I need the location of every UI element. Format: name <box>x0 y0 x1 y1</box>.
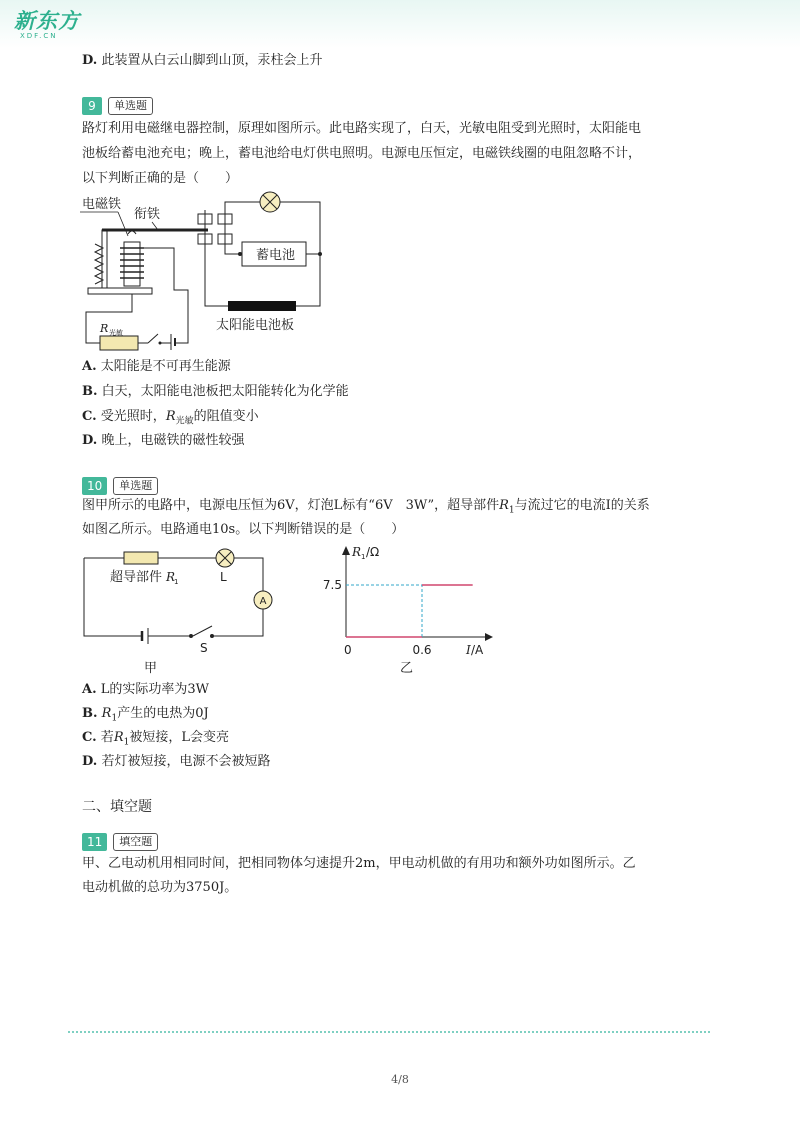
label-superconductor: 超导部件 <box>110 570 163 585</box>
x-axis-label-unit: /A <box>471 643 484 657</box>
superconductor-part <box>124 552 158 564</box>
option-text-post: 被短接，L会变亮 <box>129 730 229 745</box>
option-text-pre: 受光照时， <box>100 409 166 424</box>
option-label: A. <box>82 359 97 374</box>
header-band <box>0 0 800 48</box>
q10-stem-line-1 <box>82 497 650 520</box>
q10-graph-yi <box>322 540 500 680</box>
option-label: D. <box>82 754 98 769</box>
q9-stem-line-1: 路灯利用电磁继电器控制，原理如图所示。此电路实现了，白天，光敏电阻受到光照时，太阳能电 <box>82 121 642 136</box>
q10-option-a <box>82 681 209 699</box>
variable-subscript: 1 <box>111 713 118 724</box>
q9-header <box>82 97 153 115</box>
q10-circuit-jia-figure <box>78 544 278 680</box>
q9-relay-circuit-figure <box>78 188 338 358</box>
variable-r: R <box>499 498 509 513</box>
option-text: 晚上，电磁铁的磁性较强 <box>101 433 245 448</box>
label-r1-var: R <box>166 570 176 584</box>
option-text: 白天，太阳能电池板把太阳能转化为化学能 <box>101 384 349 399</box>
photoresistor-label-sub: 光敏 <box>109 329 123 337</box>
prev-option-d <box>82 52 323 70</box>
ammeter-label: A <box>259 596 267 607</box>
option-label: D. <box>82 433 98 448</box>
option-label: B. <box>82 706 98 721</box>
q9-stem-line-2: 池板给蓄电池充电；晚上，蓄电池给电灯供电照明。电源电压恒定，电磁铁线圈的电阻忽略不计， <box>82 146 642 161</box>
relay-base <box>88 288 152 294</box>
option-text-post: 的阻值变小 <box>193 409 259 424</box>
option-label: B. <box>82 384 98 399</box>
section-title-fill-blank: 二、填空题 <box>82 799 152 815</box>
xdf-logo <box>14 10 80 40</box>
variable-subscript: 1 <box>508 505 515 516</box>
variable-subscript: 1 <box>123 737 130 748</box>
label-electromagnet: 电磁铁 <box>82 197 122 212</box>
control-wire-right <box>140 248 188 343</box>
q9-stem-line-3: 以下判断正确的是（ ） <box>82 171 239 186</box>
option-label: A. <box>82 682 97 697</box>
switch-s <box>193 626 212 636</box>
label-lamp: L <box>220 570 227 584</box>
caption-yi: 乙 <box>400 661 414 676</box>
q10-option-c <box>82 729 229 752</box>
photoresistor <box>100 336 138 350</box>
question-type-tag: 单选题 <box>108 97 153 115</box>
photoresistor-label: R <box>100 322 109 335</box>
option-text: 此装置从白云山脚到山顶，汞柱会上升 <box>101 53 323 68</box>
option-text-pre: 若 <box>100 730 114 745</box>
y-axis-arrow <box>342 546 350 555</box>
option-label: C. <box>82 730 97 745</box>
main-wire-left <box>205 248 228 306</box>
q9-option-d <box>82 432 245 450</box>
variable-r: R <box>165 409 176 424</box>
y-axis-label-unit: /Ω <box>366 545 380 559</box>
stem-text-a: 图甲所示的电路中，电源电压恒为6V，灯泡L标有“6V 3W”，超导部件 <box>82 498 500 513</box>
q9-option-a <box>82 358 231 376</box>
option-text: L的实际功率为3W <box>100 682 210 697</box>
question-number: 10 <box>82 477 107 495</box>
solar-panel <box>228 301 296 311</box>
label-armature: 衔铁 <box>134 207 161 222</box>
page-number: 4/8 <box>391 1073 409 1086</box>
label-solar-panel: 太阳能电池板 <box>216 318 295 333</box>
relay-post <box>102 230 107 288</box>
caption-jia: 甲 <box>144 661 158 676</box>
y-axis-label-var: R <box>352 545 362 559</box>
q9-option-b <box>82 383 349 401</box>
y-tick-label: 7.5 <box>322 578 342 592</box>
label-r1-sub: 1 <box>174 578 179 586</box>
variable-r: R <box>113 730 124 745</box>
variable-r: R <box>101 706 112 721</box>
q10-option-b <box>82 705 209 728</box>
q11-stem-line-1: 甲、乙电动机用相同时间，把相同物体匀速提升2m，甲电动机做的有用功和额外功如图所示。乙 <box>82 856 636 871</box>
option-text-post: 产生的电热为0J <box>117 706 209 721</box>
q10-header <box>82 477 158 495</box>
question-number: 11 <box>82 833 107 851</box>
variable-subscript: 光敏 <box>175 416 194 427</box>
control-switch <box>148 334 158 343</box>
x-tick-label: 0.6 <box>412 643 432 657</box>
y-axis-label-sub: 1 <box>361 553 366 561</box>
x-axis-label-var: I <box>466 643 471 657</box>
q10-stem-line-2: 如图乙所示。电路通电10s。以下判断错误的是（ ） <box>82 522 405 537</box>
label-storage-battery: 蓄电池 <box>256 248 296 263</box>
stem-text-b: 与流过它的电流I的关系 <box>514 498 650 513</box>
option-label: C. <box>82 409 97 424</box>
origin-label: 0 <box>344 643 352 657</box>
q9-option-c <box>82 408 259 431</box>
question-type-tag: 填空题 <box>113 833 158 851</box>
logo-text: 新东方 <box>14 9 80 33</box>
q11-header <box>82 833 158 851</box>
footer-divider <box>68 1031 710 1033</box>
option-text: 太阳能是不可再生能源 <box>100 359 231 374</box>
option-label: D. <box>82 53 98 68</box>
logo-sub-text: XDF.CN <box>20 32 58 40</box>
q11-stem-line-2: 电动机做的总功为3750J。 <box>82 880 238 895</box>
q10-option-d <box>82 753 271 771</box>
question-type-tag: 单选题 <box>113 477 158 495</box>
option-text: 若灯被短接，电源不会被短路 <box>101 754 271 769</box>
x-axis-arrow <box>485 633 493 641</box>
question-number: 9 <box>82 97 102 115</box>
label-switch: S <box>200 641 208 655</box>
